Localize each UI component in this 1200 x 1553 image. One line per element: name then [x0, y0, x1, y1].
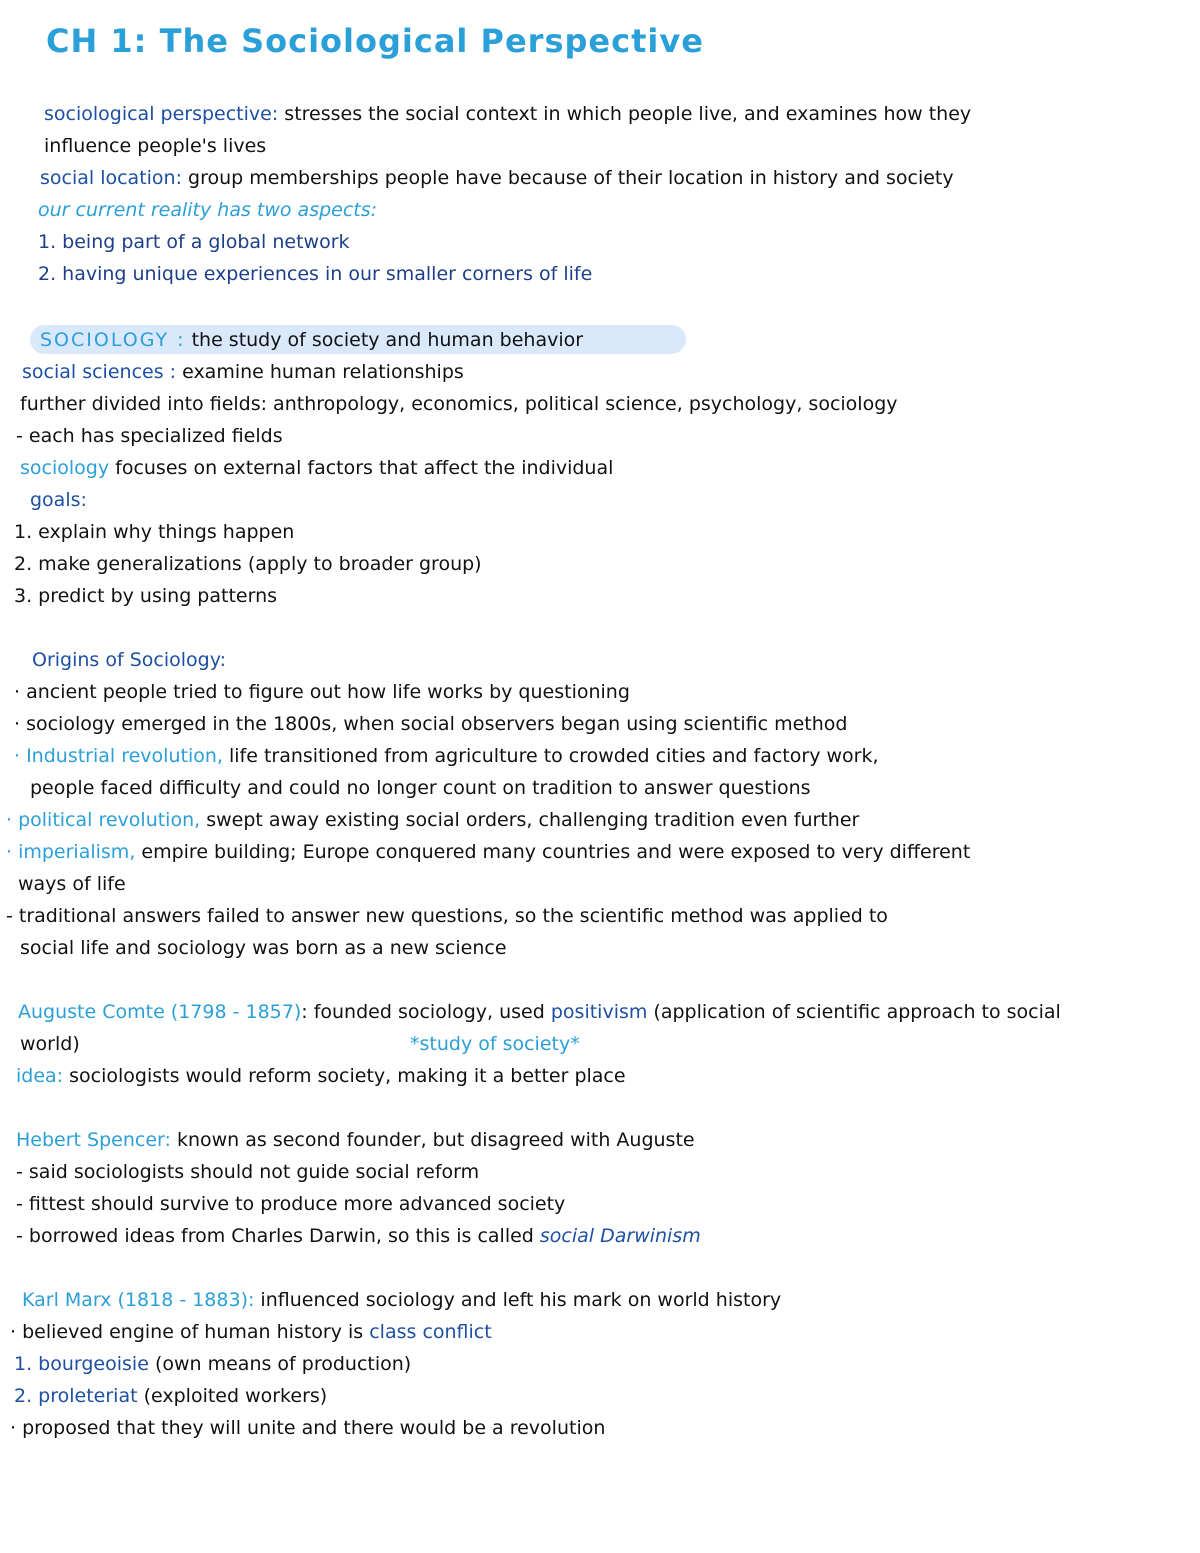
line-idea — [16, 1063, 626, 1089]
definition-text: empire building; Europe conquered many countries and were exposed to very different — [135, 841, 971, 863]
line-text: ways of life — [18, 873, 126, 895]
definition-text: (exploited workers) — [137, 1385, 328, 1407]
page-title: CH 1: The Sociological Perspective — [46, 22, 704, 60]
definition-text: stresses the social context in which people live, and examines how they — [278, 103, 972, 125]
list-item — [10, 1319, 492, 1345]
list-item: 3. predict by using patterns — [14, 585, 278, 607]
line-text: people faced difficulty and could no longer count on tradition to answer questions — [30, 777, 811, 799]
line-social-sciences — [22, 359, 464, 385]
list-item: - fittest should survive to produce more advanced society — [16, 1193, 566, 1215]
definition-text: group memberships people have because of their location in history and society — [182, 167, 954, 189]
list-item: · ancient people tried to figure out how life works by questioning — [14, 681, 630, 703]
term-positivism: positivism — [550, 1001, 648, 1023]
term-proleteriat: 2. proleteriat — [14, 1385, 138, 1407]
definition-text: · believed engine of human history is — [10, 1321, 370, 1343]
list-item — [16, 1223, 701, 1249]
definition-text: examine human relationships — [176, 361, 464, 383]
definition-text: the study of society and human behavior — [185, 329, 584, 351]
definition-text: : founded sociology, used — [301, 1001, 551, 1023]
definition-text: life transitioned from agriculture to crowded cities and factory work, — [222, 745, 879, 767]
definition-text: influenced sociology and left his mark on world history — [254, 1289, 782, 1311]
definition-text: (application of scientific approach to social — [647, 1001, 1061, 1023]
line-text: world) — [20, 1033, 80, 1055]
line-political-revolution — [6, 807, 859, 833]
list-item: - said sociologists should not guide social reform — [16, 1161, 480, 1183]
term-social-location: social location: — [40, 167, 182, 189]
list-item: · proposed that they will unite and there would be a revolution — [10, 1417, 606, 1439]
term-imperialism: · imperialism, — [6, 841, 136, 863]
line-auguste-comte — [18, 999, 1061, 1025]
term-political-revolution: · political revolution, — [6, 809, 201, 831]
term-karl-marx: Karl Marx (1818 - 1883): — [22, 1289, 255, 1311]
definition-text: focuses on external factors that affect the individual — [109, 457, 614, 479]
subheading-goals: goals: — [30, 489, 87, 511]
definition-text: swept away existing social orders, challenging tradition even further — [200, 809, 860, 831]
list-item — [14, 1383, 327, 1409]
list-item: 2. make generalizations (apply to broader group) — [14, 553, 482, 575]
line-hebert-spencer — [16, 1127, 695, 1153]
list-item — [14, 1351, 411, 1377]
line-imperialism — [6, 839, 970, 865]
line-text: - traditional answers failed to answer new questions, so the scientific method was applied to — [6, 905, 888, 927]
term-idea: idea: — [16, 1065, 64, 1087]
note-study-of-society: *study of society* — [410, 1033, 580, 1055]
list-item: 1. explain why things happen — [14, 521, 295, 543]
term-industrial-revolution: · Industrial revolution, — [14, 745, 223, 767]
list-item: 1. being part of a global network — [38, 231, 350, 253]
line-text: further divided into fields: anthropology, economics, political science, psychology, sociology — [20, 393, 898, 415]
line-industrial-revolution — [14, 743, 879, 769]
term-social-darwinism: social Darwinism — [539, 1225, 701, 1247]
line-sociology-focus — [20, 455, 613, 481]
list-item: 2. having unique experiences in our smaller corners of life — [38, 263, 593, 285]
definition-text: (own means of production) — [148, 1353, 412, 1375]
subheading-current-reality: our current reality has two aspects: — [38, 199, 378, 221]
line-text: - each has specialized fields — [16, 425, 283, 447]
term-social-sciences: social sciences : — [22, 361, 177, 383]
term-auguste-comte: Auguste Comte (1798 - 1857) — [18, 1001, 302, 1023]
line-sociology-definition — [40, 327, 583, 353]
line-text: influence people's lives — [44, 135, 267, 157]
term-sociological-perspective: sociological perspective: — [44, 103, 279, 125]
definition-text: - borrowed ideas from Charles Darwin, so this is called — [16, 1225, 540, 1247]
term-sociology: SOCIOLOGY : — [40, 329, 186, 351]
definition-text: known as second founder, but disagreed with Auguste — [170, 1129, 695, 1151]
line-sociological-perspective — [44, 101, 971, 127]
line-karl-marx — [22, 1287, 781, 1313]
definition-text: sociologists would reform society, making it a better place — [63, 1065, 626, 1087]
term-sociology: sociology — [20, 457, 110, 479]
line-social-location — [40, 165, 954, 191]
term-bourgeoisie: 1. bourgeoisie — [14, 1353, 149, 1375]
heading-origins: Origins of Sociology: — [32, 649, 226, 671]
list-item: · sociology emerged in the 1800s, when social observers began using scientific method — [14, 713, 848, 735]
term-class-conflict: class conflict — [369, 1321, 492, 1343]
term-hebert-spencer: Hebert Spencer: — [16, 1129, 171, 1151]
line-text: social life and sociology was born as a new science — [20, 937, 507, 959]
